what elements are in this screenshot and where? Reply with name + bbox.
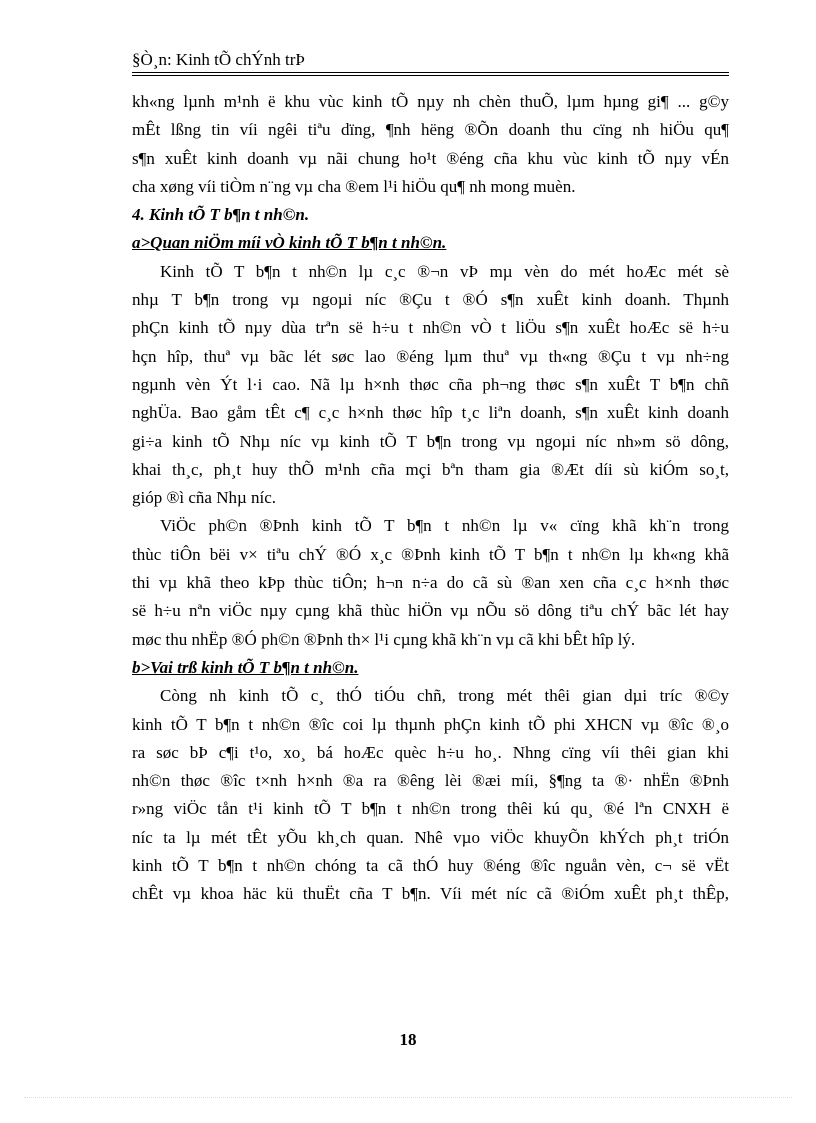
footer-rule: [24, 1097, 792, 1098]
text-line: níc ta lµ mét tÊt yÕu kh¸ch quan. Nhê vµo viÖc khuyÕn khÝch ph¸t triÓn: [132, 827, 729, 847]
text-line: kinh tÕ T b¶n t nh©n chóng ta cã thÓ huy ®éng ®îc nguån vèn, c¬ së vËt: [132, 856, 729, 876]
text-line: ra søc bÞ c¶i t¹o, xo¸ bá hoÆc quèc h÷u ho¸. Nhng cïng víi thêi gian khi: [132, 742, 729, 762]
text-line: nghÜa. Bao gåm tÊt c¶ c¸c h×nh thøc hîp t¸c liªn doanh, s¶n xuÊt kinh doanh: [132, 403, 729, 423]
text-line: hçn hîp, thuª vµ bãc lét søc lao ®éng lµm thuª vµ th«ng ®Çu t vµ nh÷ng: [132, 346, 729, 366]
text-line: møc thu nhËp ®Ó ph©n ®Þnh th× l¹i cµng khã kh¨n vµ cã khi bÊt hîp lý.: [132, 629, 636, 649]
text-line: mÊt lßng tin víi ngêi tiªu dïng, ¶nh hëng ®Õn doanh thu cïng nh hiÖu qu¶: [132, 120, 729, 140]
body-text: [132, 88, 729, 909]
text-line: s¶n xuÊt kinh doanh vµ nãi chung ho¹t ®éng cña khu vùc kinh tÕ nµy vÉn: [132, 148, 729, 168]
text-line: kinh tÕ T b¶n t nh©n ®îc coi lµ thµnh phÇn kinh tÕ phi XHCN vµ ®îc ®¸o: [132, 714, 729, 734]
text-line: nh©n thøc ®îc t×nh h×nh ®a ra ®êng lèi ®æi míi, §¶ng ta ®· nhËn ®Þnh: [132, 771, 729, 791]
subsection-heading: b>Vai trß kinh tÕ T b¶n t nh©n.: [132, 657, 359, 677]
text-line: r»ng viÖc tån t¹i kinh tÕ T b¶n t nh©n trong thêi kú qu¸ ®é lªn CNXH ë: [132, 799, 729, 819]
text-line: gi÷a kinh tÕ Nhµ níc vµ kinh tÕ T b¶n trong vµ ngoµi níc nh»m sö dông,: [132, 431, 729, 451]
text-line: së h÷u nªn viÖc nµy cµng khã thùc hiÖn vµ nÕu sö dông tiªu chÝ bãc lét hay: [132, 601, 729, 621]
text-line: gióp ®ì cña Nhµ níc.: [132, 488, 277, 508]
subsection-heading: a>Quan niÖm míi vÒ kinh tÕ T b¶n t nh©n.: [132, 233, 447, 253]
text-line: khai th¸c, ph¸t huy thÕ m¹nh cña mçi bªn tham gia ®Æt díi sù kiÓm so¸t,: [132, 459, 729, 479]
text-line: cha xøng víi tiÒm n¨ng vµ cha ®em l¹i hiÖu qu¶ nh mong muèn.: [132, 176, 576, 196]
header-rule-bottom: [132, 75, 729, 76]
header-rule-top: [132, 72, 729, 73]
text-line: ngµnh vèn Ýt l·i cao. Nã lµ h×nh thøc cña ph¬ng thøc s¶n xuÊt T b¶n chñ: [132, 374, 729, 394]
page-header: §Ò¸n: Kinh tÕ chÝnh trÞ: [132, 50, 305, 69]
text-line: thùc tiÔn bëi v× tiªu chÝ ®Ó x¸c ®Þnh kinh tÕ T b¶n t nh©n lµ kh«ng khã: [132, 544, 729, 564]
text-line: kh«ng lµnh m¹nh ë khu vùc kinh tÕ nµy nh chèn thuÕ, lµm hµng gi¶ ... g©y: [132, 92, 729, 111]
text-line: ViÖc ph©n ®Þnh kinh tÕ T b¶n t nh©n lµ v« cïng khã kh¨n trong: [160, 516, 729, 536]
text-line: Kinh tÕ T b¶n t nh©n lµ c¸c ®¬n vÞ mµ vèn do mét hoÆc mét sè: [160, 261, 729, 281]
text-line: nhµ T b¶n trong vµ ngoµi níc ®Çu t ®Ó s¶n xuÊt kinh doanh. Thµnh: [132, 290, 729, 310]
text-line: thi vµ khã theo kÞp thùc tiÔn; h¬n n÷a do cã sù ®an xen cña c¸c h×nh thøc: [132, 573, 729, 593]
section-heading: 4. Kinh tÕ T b¶n t nh©n.: [132, 205, 310, 225]
text-line: chÊt vµ khoa häc kü thuËt cña T b¶n. Víi mét níc cã ®iÓm xuÊt ph¸t thÊp,: [132, 884, 729, 904]
page-number: 18: [399, 1030, 417, 1049]
text-line: Còng nh kinh tÕ c¸ thÓ tiÓu chñ, trong mét thêi gian dµi tríc ®©y: [160, 686, 729, 706]
text-line: phÇn kinh tÕ nµy dùa trªn së h÷u t nh©n vÒ t liÖu s¶n xuÊt hoÆc së h÷u: [132, 318, 729, 338]
